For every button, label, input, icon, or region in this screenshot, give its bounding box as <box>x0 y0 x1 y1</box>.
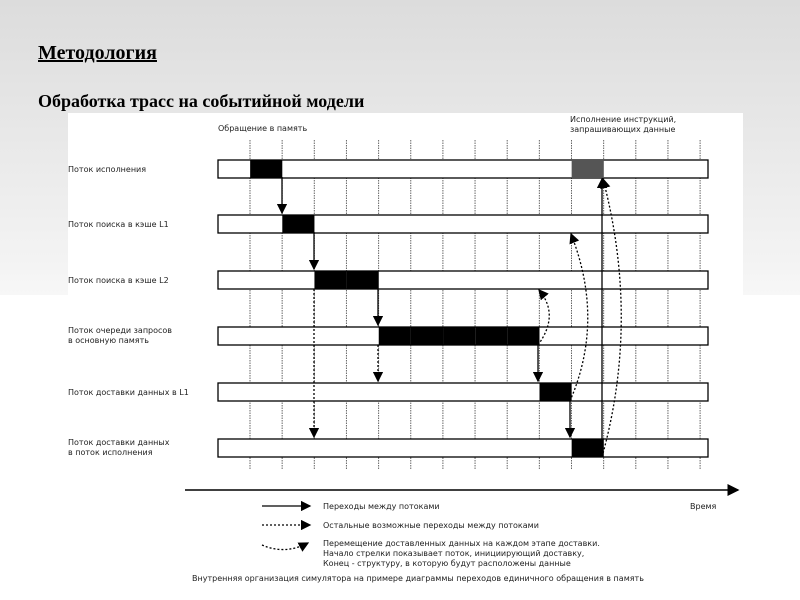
thread-row-label: Поток поиска в кэше L2 <box>68 276 169 285</box>
event-block <box>347 271 379 289</box>
legend-solid-label: Переходы между потоками <box>323 502 440 511</box>
event-block <box>572 160 604 178</box>
thread-row-label: в поток исполнения <box>68 448 153 457</box>
event-block <box>507 327 539 345</box>
slide-title: Методология <box>38 42 157 64</box>
legend-curved-icon <box>262 543 308 550</box>
thread-row-bar <box>218 439 708 457</box>
thread-row-label: Поток исполнения <box>68 165 147 174</box>
thread-row-bar <box>218 160 708 178</box>
event-block <box>314 271 346 289</box>
thread-row-label: Поток доставки данных в L1 <box>68 388 189 397</box>
event-block <box>250 160 282 178</box>
event-block <box>411 327 443 345</box>
legend-dotted-label: Остальные возможные переходы между потоками <box>323 521 539 530</box>
diagram-caption: Внутренняя организация симулятора на примере диаграммы переходов единичного обращения в память <box>192 574 644 583</box>
thread-row-bar <box>218 383 708 401</box>
thread-row-label: Поток очереди запросов <box>68 326 173 335</box>
thread-row-label: Поток поиска в кэше L1 <box>68 220 169 229</box>
event-block <box>572 439 604 457</box>
legend-curved-line-1: Перемещение доставленных данных на каждом этапе доставки. <box>323 539 600 548</box>
event-block <box>443 327 475 345</box>
thread-row-label: в основную память <box>68 336 149 345</box>
event-block <box>379 327 411 345</box>
data-move-arrow <box>570 234 588 401</box>
exec-label-2: запрашивающих данные <box>570 125 676 134</box>
event-block <box>540 383 572 401</box>
memory-access-label: Обращение в память <box>218 124 308 133</box>
event-block <box>282 215 314 233</box>
exec-label-1: Исполнение инструкций, <box>570 115 677 124</box>
slide-subtitle: Обработка трасс на событийной модели <box>38 91 365 111</box>
event-block <box>475 327 507 345</box>
legend-curved-line-3: Конец - структуру, в которую будут расположены данные <box>323 559 571 568</box>
thread-row-label: Поток доставки данных <box>68 438 170 447</box>
legend-curved-line-2: Начало стрелки показывает поток, инициирующий доставку, <box>323 549 585 558</box>
thread-row-bar <box>218 271 708 289</box>
time-label: Время <box>690 502 717 511</box>
